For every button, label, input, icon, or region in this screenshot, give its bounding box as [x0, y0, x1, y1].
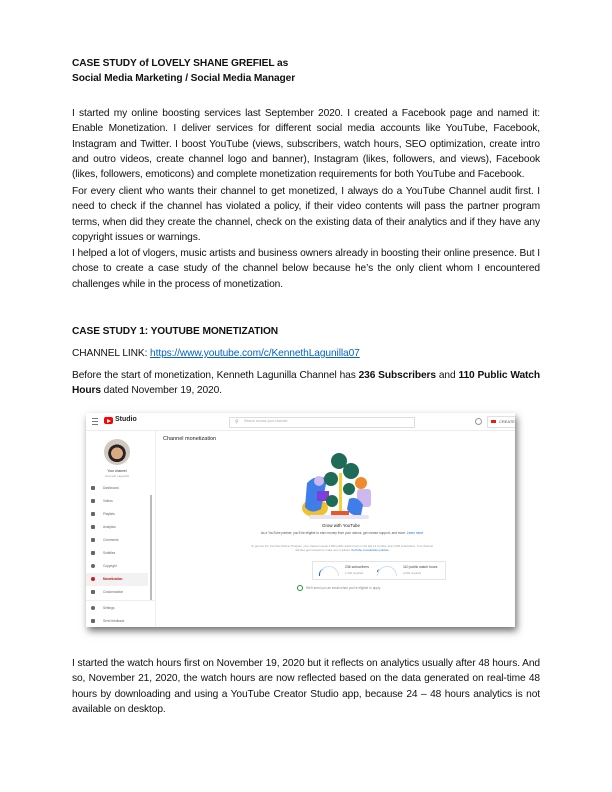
sidebar-item-copyright[interactable]	[86, 560, 148, 573]
ypp-requirements	[251, 544, 433, 552]
channel-monetization-title: Channel monetization	[163, 436, 217, 442]
before-text-date: dated November 19, 2020.	[100, 385, 222, 397]
sidebar-item-send-feedback[interactable]	[86, 615, 148, 627]
sidebar-item-label: Subtitles	[103, 551, 116, 555]
studio-sidebar	[86, 431, 156, 627]
grow-description	[251, 531, 433, 536]
case-study-heading: CASE STUDY 1: YOUTUBE MONETIZATION	[72, 326, 279, 337]
sidebar-item-label: Monetization	[103, 577, 123, 581]
sidebar-divider	[86, 600, 155, 601]
learn-more-link[interactable]: Learn more	[406, 531, 424, 535]
sidebar-item-label: Customization	[103, 590, 124, 594]
channel-name: Your channel	[107, 469, 127, 473]
subscriber-count: 236 Subscribers	[358, 370, 436, 381]
closing-paragraph: I started the watch hours first on November 19, 2020 but it reflects on analytics usually after 48 hours. And so, November 21, 2020, the watch hours are now reflected based on the data generated on real-time 48 hours by downloading and using a YouTube Creator Studio app, because 24 – 48 hours analytics is not available on desktop.	[72, 658, 540, 715]
feedback-icon	[91, 619, 95, 623]
sidebar-item-dashboard[interactable]	[86, 482, 148, 495]
before-text: Before the start of monetization, Kenneth Lagunilla Channel has	[72, 370, 359, 381]
settings-icon	[91, 606, 95, 610]
intro-paragraph: I started my online boosting services last September 2020. I created a Facebook page and named it: Enable Monetization. I deliver services for different social media accounts like YouTube, Facebook, Instagram and Twitter. I boost YouTube (views, subscribers, watch hours, SEO optimization, create intro and outro videos, create channel logo and banner), Instagram (likes, followers, and views), Facebook (likes, followers, emoticons) and complete monetization requirements for both YouTube and Facebook.	[72, 108, 540, 181]
audit-paragraph: For every client who wants their channel to get monetized, I always do a YouTube Channel audit first. I need to check if the channel has violated a policy, if their video contents will pass the partner program terms, when did they create the channel, check on the existing data of their analytics and if they have any copyright issues or warnings.	[72, 186, 540, 243]
email-notice	[297, 585, 380, 591]
create-button[interactable]	[487, 416, 515, 428]
sidebar-item-subtitles[interactable]	[86, 547, 148, 560]
sidebar-item-label: Send feedback	[103, 619, 125, 623]
sidebar-item-analytics[interactable]	[86, 521, 148, 534]
sidebar-item-label: Analytics	[103, 525, 116, 529]
channel-handle: Kenneth Lagunilla	[104, 474, 130, 478]
sidebar-item-videos[interactable]	[86, 495, 148, 508]
videos-icon	[91, 499, 95, 503]
sidebar-item-label: Playlists	[103, 512, 115, 516]
comments-icon	[91, 538, 95, 542]
sidebar-item-label: Dashboard	[103, 486, 119, 490]
subscribers-gauge-icon	[319, 566, 339, 576]
grow-heading: Grow with YouTube	[322, 523, 360, 528]
sidebar-item-comments[interactable]	[86, 534, 148, 547]
channel-link-label: CHANNEL LINK:	[72, 348, 151, 359]
studio-logo-text: Studio	[115, 416, 137, 423]
subscribers-value: 236 subscribers	[345, 565, 369, 569]
youtube-logo-icon	[104, 417, 113, 424]
watch-hours-required: 4,000 required	[403, 570, 422, 575]
check-circle-icon	[297, 585, 303, 591]
sidebar-item-label: Copyright	[103, 564, 117, 568]
monetization-policies-link[interactable]: YouTube monetization policies	[350, 548, 389, 553]
customization-icon	[91, 590, 95, 594]
email-notice-text: We'll send you an email when you're eligible to apply	[306, 585, 381, 590]
search-input[interactable]	[229, 417, 415, 428]
eligibility-metrics-card	[312, 561, 446, 580]
video-camera-icon	[491, 420, 496, 423]
copyright-icon	[91, 564, 95, 568]
sidebar-item-label: Videos	[103, 499, 113, 503]
dashboard-icon	[91, 486, 95, 490]
channel-link-line	[72, 346, 540, 361]
document-title	[72, 56, 540, 87]
sidebar-item-monetization[interactable]	[86, 573, 148, 586]
sidebar-item-settings[interactable]	[86, 602, 148, 615]
sidebar-item-label: Settings	[103, 606, 115, 610]
title-line-1: CASE STUDY of LOVELY SHANE GREFIEL as	[72, 58, 289, 69]
subscribers-required: 1,000 required	[345, 570, 364, 575]
title-line-2: Social Media Marketing / Social Media Manager	[72, 73, 296, 85]
case-study-reason-paragraph: I helped a lot of vlogers, music artists and business owners already in boosting their online presence. But I chose to create a case study of the channel below because he’s the only client whom I encountered challenges while in the process of monetization.	[72, 248, 540, 290]
playlists-icon	[91, 512, 95, 516]
search-placeholder: Search across your channel	[244, 419, 288, 423]
studio-header	[86, 413, 515, 431]
analytics-icon	[91, 525, 95, 529]
help-icon[interactable]	[475, 418, 482, 425]
create-label: CREATE	[499, 419, 515, 424]
monetization-icon	[91, 577, 95, 581]
requirements-text: To get into the YouTube Partner Program, your channel needs 4,000 public watch hours in the last 12 months, and 1,000 subscribers. Your channel will also get reviewed to make sure it follows	[251, 544, 433, 553]
grow-description-text: As a YouTube partner, you'll be eligible to earn money from your videos, get creator support, and more.	[260, 531, 406, 535]
before-text-and: and	[435, 370, 459, 381]
subtitles-icon	[91, 551, 95, 555]
watch-hours-count: 110 Public Watch Hours	[72, 370, 540, 397]
youtube-studio-screenshot	[86, 413, 515, 627]
sidebar-scrollbar[interactable]	[150, 495, 152, 600]
channel-link[interactable]: https://www.youtube.com/c/KennethLagunilla07	[150, 348, 360, 359]
watch-hours-gauge-icon	[377, 566, 397, 576]
search-icon: ⚲	[235, 419, 239, 425]
hamburger-menu-icon[interactable]	[92, 418, 98, 425]
watch-hours-value: 110 public watch hours	[403, 565, 438, 569]
grow-illustration	[299, 453, 384, 521]
sidebar-item-label: Comments	[103, 538, 119, 542]
sidebar-item-customization[interactable]	[86, 586, 148, 599]
channel-avatar[interactable]	[104, 439, 130, 465]
sidebar-item-playlists[interactable]	[86, 508, 148, 521]
before-monetization-paragraph	[72, 368, 540, 399]
